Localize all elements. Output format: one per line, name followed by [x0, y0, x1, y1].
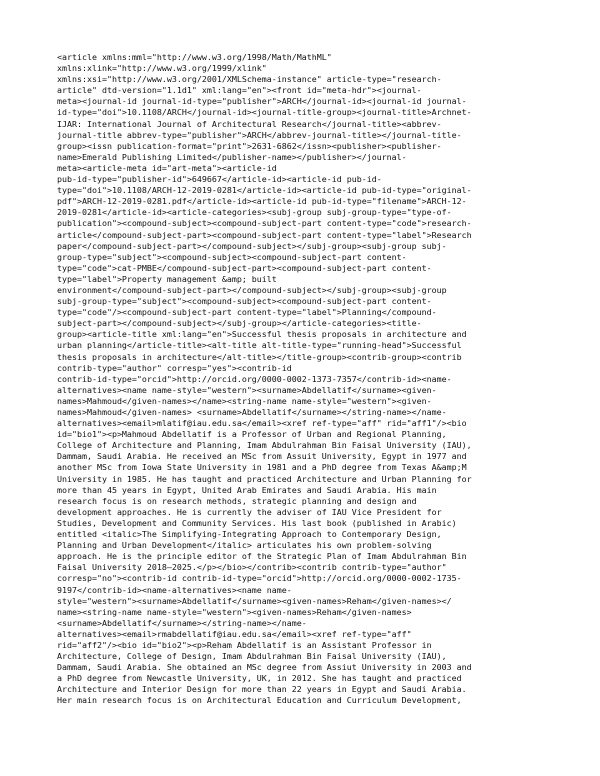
text-line: Her main research focus is on Architectural Education and Curriculum Development,: [57, 695, 462, 706]
text-line: pdf">ARCH-12-2019-0281.pdf</article-id><article-id pub-id-type="filename">ARCH-12-: [57, 196, 467, 207]
xml-source-page: [57, 52, 577, 718]
text-line: alternatives><email>mlatif@iau.edu.sa</email><xref ref-type="aff" rid="aff1"/><bio: [57, 418, 467, 429]
text-line: 2019-0281</article-id><article-categories><subj-group subj-group-type="type-of-: [57, 207, 452, 218]
text-line: type="code">cat-PMBE</compound-subject-part><compound-subject-part content-: [57, 262, 432, 273]
text-line: 9197</contrib-id><name-alternatives><name name-: [57, 584, 292, 595]
text-line: <surname>Abdellatif</surname></string-name></name-: [57, 617, 307, 628]
text-line: Dammam, Saudi Arabia. He received an MSc from Assuit University, Egypt in 1977 and: [57, 451, 467, 462]
text-line: type="doi">10.1108/ARCH-12-2019-0281</article-id><article-id pub-id-type="original-: [57, 185, 472, 196]
text-line: environment</compound-subject-part></compound-subject></subj-group><subj-group: [57, 284, 447, 295]
text-line: name>Emerald Publishing Limited</publisher-name></publisher></journal-: [57, 151, 407, 162]
text-line: approach. He is the principle editor of the Strategic Plan of Imam Abdulrahman Bin: [57, 551, 467, 562]
text-line: <article xmlns:mml="http://www.w3.org/1998/Math/MathML": [57, 52, 332, 62]
text-line: style="western"><surname>Abdellatif</surname><given-names>Reham</given-names></: [57, 595, 452, 606]
text-line: Faisal University 2018–2025.</p></bio></contrib><contrib contrib-type="author": [57, 562, 447, 573]
text-line: xmlns:xsi="http://www.w3.org/2001/XMLSchema-instance" article-type="research-: [57, 74, 442, 85]
text-line: contrib-type="author" corresp="yes"><contrib-id: [57, 362, 292, 373]
text-line: Architecture, College of Design, Imam Abdulrahman Bin Faisal University (IAU),: [57, 651, 447, 662]
text-line: a PhD degree from Newcastle University, UK, in 2012. She has taught and practiced: [57, 673, 462, 684]
text-line: another MSc from Iowa State University in 1981 and a PhD degree from Texas A&amp;M: [57, 462, 467, 473]
text-line: contrib-id-type="orcid">http://orcid.org/0000-0002-1373-7357</contrib-id><name-: [57, 373, 452, 384]
text-line: Studies, Development and Community Services. His last book (published in Arabic): [57, 517, 457, 528]
text-line: names>Mahmoud</given-names></name><string-name name-style="western"><given-: [57, 395, 432, 406]
text-line: IJAR: International Journal of Architectural Research</journal-title><abbrev-: [57, 118, 442, 129]
text-line: pub-id-type="publisher-id">649667</article-id><article-id pub-id-: [57, 174, 382, 185]
text-line: corresp="no"><contrib-id contrib-id-type="orcid">http://orcid.org/0000-0002-1735-: [57, 573, 462, 584]
text-line: alternatives><name name-style="western"><surname>Abdellatif</surname><given-: [57, 384, 437, 395]
text-line: [57, 707, 577, 718]
text-line: subj-group-type="subject"><compound-subject><compound-subject-part content-: [57, 296, 432, 307]
text-line: more than 45 years in Egypt, United Arab Emirates and Saudi Arabia. His main: [57, 484, 437, 495]
text-line: College of Architecture and Planning, Imam Abdulrahman Bin Faisal University (IAU),: [57, 440, 472, 451]
text-line: type="label">Property management &amp; built: [57, 273, 277, 284]
text-line: research focus is on research methods, strategic planning and design and: [57, 495, 417, 506]
text-line: subject-part></compound-subject></subj-group></article-categories><title-: [57, 318, 422, 329]
text-line: thesis proposals in architecture</alt-title></title-group><contrib-group><contrib: [57, 351, 462, 362]
text-line: xmlns:xlink="http://www.w3.org/1999/xlink": [57, 63, 267, 74]
text-line: id="bio1"><p>Mahmoud Abdellatif is a Professor of Urban and Regional Planning,: [57, 429, 447, 440]
text-line: entitled <italic>The Simplifying-Integrating Approach to Contemporary Design,: [57, 529, 442, 540]
text-line: Planning and Urban Development</italic> articulates his own problem-solving: [57, 540, 432, 551]
text-line: article</compound-subject-part><compound-subject-part content-type="label">Research: [57, 229, 472, 240]
text-line: group><article-title xml:lang="en">Successful thesis proposals in architecture and: [57, 329, 467, 340]
text-line: meta><journal-id journal-id-type="publisher">ARCH</journal-id><journal-id journal-: [57, 96, 467, 107]
text-line: group-type="subject"><compound-subject><compound-subject-part content-: [57, 251, 407, 262]
text-line: paper</compound-subject-part></compound-subject></subj-group><subj-group subj-: [57, 240, 447, 251]
text-line: article" dtd-version="1.1d1" xml:lang="en"><front id="meta-hdr"><journal-: [57, 85, 422, 96]
text-line: alternatives><email>rmabdellatif@iau.edu.sa</email><xref ref-type="aff": [57, 628, 412, 639]
text-line: rid="aff2"/><bio id="bio2"><p>Reham Abdellatif is an Assistant Professor in: [57, 639, 432, 650]
text-line: Dammam, Saudi Arabia. She obtained an MSc degree from Assiut University in 2003 and: [57, 662, 472, 673]
text-line: id-type="doi">10.1108/ARCH</journal-id><journal-title-group><journal-title>Archnet-: [57, 107, 472, 118]
text-line: name><string-name name-style="western"><given-names>Reham</given-names>: [57, 606, 412, 617]
text-line: meta><article-meta id="art-meta"><article-id: [57, 162, 277, 173]
text-line: journal-title abbrev-type="publisher">ARCH</abbrev-journal-title></journal-title-: [57, 129, 462, 140]
text-line: development approaches. He is currently the adviser of IAU Vice President for: [57, 506, 442, 517]
text-line: University in 1985. He has taught and practiced Architecture and Urban Planning for: [57, 473, 472, 484]
text-line: type="code"/><compound-subject-part content-type="label">Planning</compound-: [57, 307, 437, 318]
text-line: Architecture and Interior Design for more than 22 years in Egypt and Saudi Arabia.: [57, 684, 467, 695]
text-line: names>Mahmoud</given-names> <surname>Abdellatif</surname></string-name></name-: [57, 407, 447, 417]
text-line: urban planning</article-title><alt-title alt-title-type="running-head">Successful: [57, 340, 462, 351]
text-line: group><issn publication-format="print">2631-6862</issn><publisher><publisher-: [57, 140, 442, 151]
text-line: publication"><compound-subject><compound-subject-part content-type="code">research-: [57, 218, 472, 229]
